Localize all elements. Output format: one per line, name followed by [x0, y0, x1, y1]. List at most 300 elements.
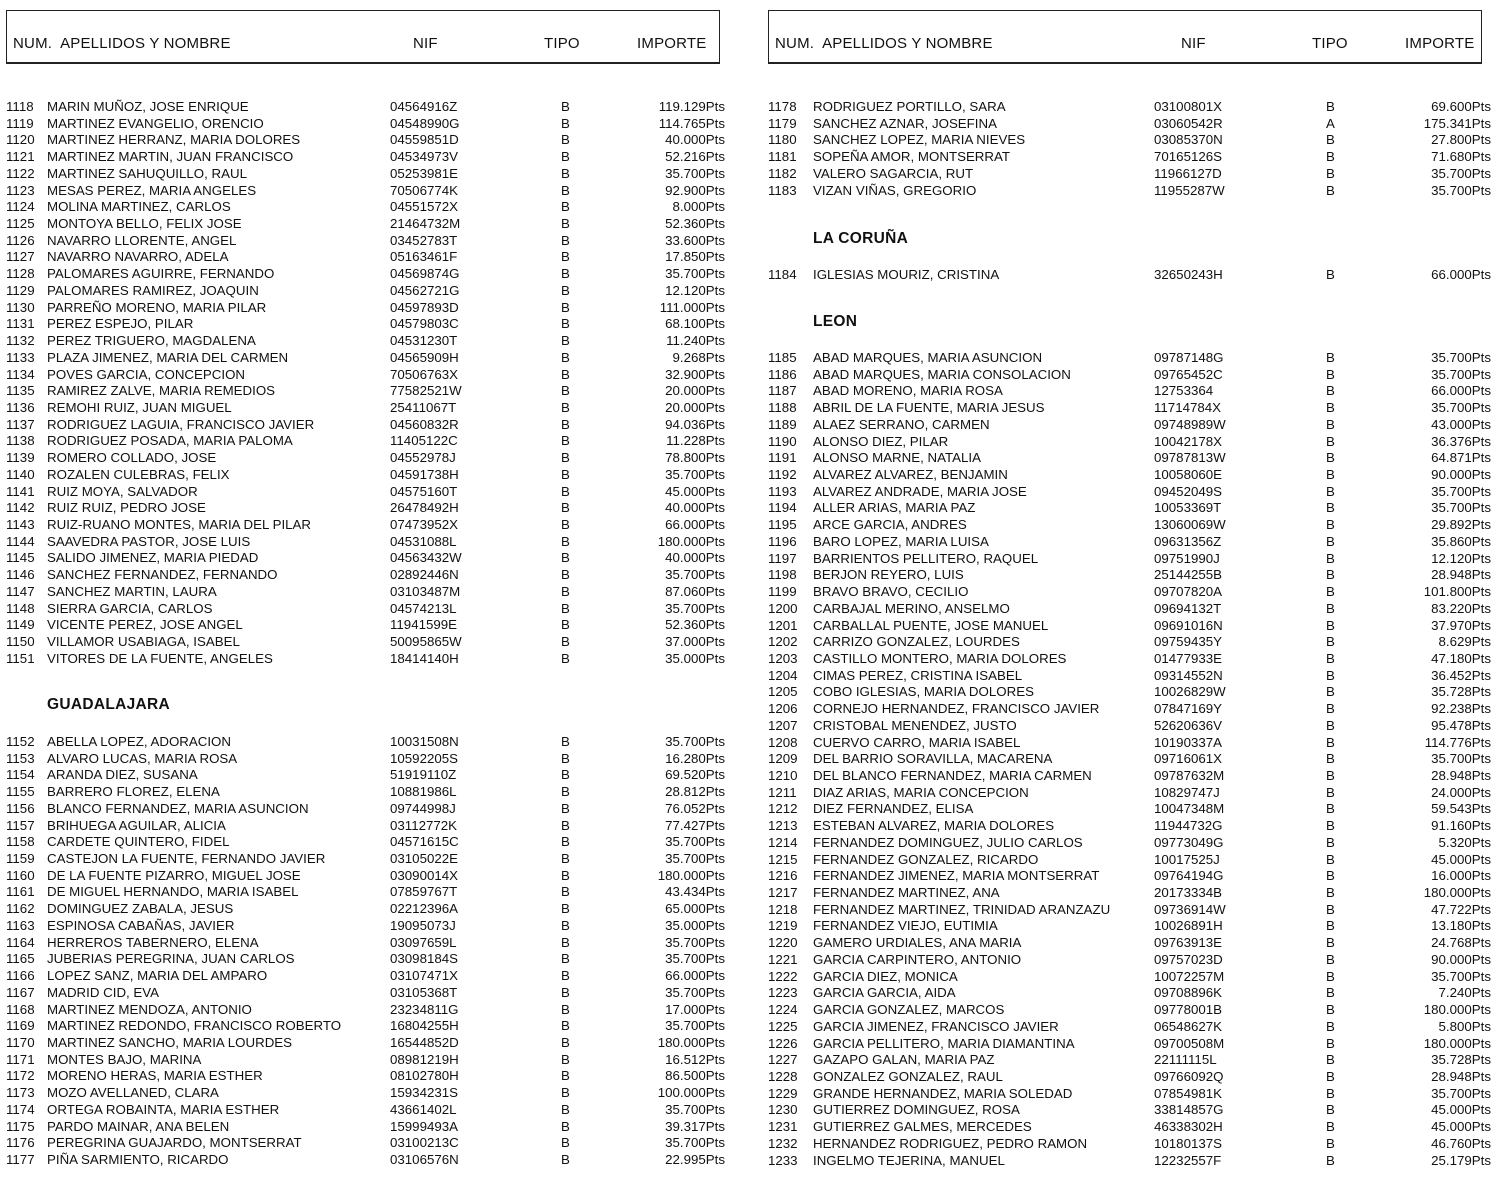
record-name: MOLINA MARTINEZ, CARLOS	[47, 199, 231, 215]
table-row	[762, 801, 1491, 818]
record-tipo: B	[561, 968, 570, 984]
record-importe: 47.180Pts	[1431, 650, 1491, 666]
table-row	[762, 467, 1491, 484]
record-name: MONTES BAJO, MARINA	[47, 1051, 202, 1067]
table-row	[762, 985, 1491, 1002]
record-number: 1202	[768, 634, 798, 650]
record-number: 1156	[6, 800, 35, 816]
table-row	[762, 651, 1491, 668]
record-name: CASTILLO MONTERO, MARIA DOLORES	[813, 650, 1067, 666]
record-importe: 5.800Pts	[1438, 1018, 1491, 1034]
record-tipo: B	[1326, 701, 1335, 717]
record-number: 1187	[768, 383, 797, 399]
table-row	[0, 601, 725, 618]
record-nif: 09787813W	[1154, 450, 1226, 466]
record-nif: 10017525J	[1154, 851, 1220, 867]
table-row	[0, 1152, 725, 1169]
table-row	[762, 166, 1491, 183]
table-row	[0, 266, 725, 283]
record-number: 1132	[6, 333, 35, 349]
record-nif: 06548627K	[1154, 1018, 1223, 1034]
record-tipo: B	[561, 99, 570, 114]
record-importe: 16.280Pts	[665, 750, 725, 766]
record-tipo: B	[561, 249, 570, 265]
record-importe: 101.800Pts	[1423, 584, 1491, 600]
record-number: 1167	[6, 984, 35, 1000]
record-number: 1136	[6, 399, 35, 415]
table-row	[762, 1002, 1491, 1019]
record-name: GAZAPO GALAN, MARIA PAZ	[813, 1052, 995, 1068]
record-importe: 35.700Pts	[665, 1101, 725, 1117]
record-number: 1216	[768, 868, 798, 884]
record-importe: 16.512Pts	[665, 1051, 725, 1067]
record-number: 1207	[768, 717, 798, 733]
record-importe: 35.700Pts	[665, 984, 725, 1000]
record-number: 1143	[6, 517, 35, 532]
record-importe: 24.000Pts	[1431, 784, 1491, 800]
header-num-name: NUM. APELLIDOS Y NOMBRE	[13, 35, 231, 52]
record-tipo: B	[1326, 935, 1335, 951]
record-importe: 35.700Pts	[1431, 165, 1491, 181]
record-importe: 175.341Pts	[1423, 115, 1491, 131]
table-row	[762, 835, 1491, 852]
record-importe: 45.000Pts	[1431, 851, 1491, 867]
table-row	[762, 818, 1491, 835]
record-nif: 09773049G	[1154, 834, 1224, 850]
record-nif: 15999493A	[390, 1118, 459, 1134]
record-name: GAMERO URDIALES, ANA MARIA	[813, 935, 1022, 951]
record-tipo: B	[1326, 450, 1335, 466]
table-row	[762, 1153, 1491, 1170]
record-nif: 09757023D	[1154, 951, 1223, 967]
record-name: ORTEGA ROBAINTA, MARIA ESTHER	[47, 1101, 280, 1117]
record-number: 1206	[768, 701, 798, 717]
record-nif: 04591738H	[390, 466, 459, 482]
record-number: 1120	[6, 132, 35, 148]
record-nif: 10829747J	[1154, 784, 1220, 800]
table-row	[0, 283, 725, 300]
record-number: 1200	[768, 600, 798, 616]
table-row	[762, 383, 1491, 400]
record-name: MARTINEZ SANCHO, MARIA LOURDES	[47, 1034, 293, 1050]
record-nif: 04565909H	[390, 349, 459, 365]
record-tipo: B	[561, 466, 570, 482]
record-importe: 64.871Pts	[1431, 450, 1491, 466]
record-name: GONZALEZ GONZALEZ, RAUL	[813, 1068, 1003, 1084]
record-name: LOPEZ SANZ, MARIA DEL AMPARO	[47, 968, 268, 984]
record-nif: 10592205S	[390, 750, 459, 766]
record-number: 1162	[6, 901, 35, 917]
record-importe: 17.000Pts	[665, 1001, 725, 1017]
table-row	[0, 1002, 725, 1019]
record-importe: 35.000Pts	[665, 650, 725, 666]
record-importe: 36.452Pts	[1431, 667, 1491, 683]
table-row	[762, 434, 1491, 451]
record-name: GARCIA GARCIA, AIDA	[813, 985, 956, 1001]
table-row	[0, 918, 725, 935]
table-row	[0, 617, 725, 634]
record-nif: 04534973V	[390, 149, 459, 165]
record-importe: 25.179Pts	[1431, 1152, 1491, 1168]
record-tipo: B	[561, 984, 570, 1000]
record-tipo: B	[561, 232, 570, 248]
table-row	[762, 668, 1491, 685]
record-name: RODRIGUEZ POSADA, MARIA PALOMA	[47, 433, 293, 449]
record-importe: 5.320Pts	[1438, 834, 1491, 850]
table-row	[762, 1019, 1491, 1036]
table-row	[0, 968, 725, 985]
record-name: SANCHEZ AZNAR, JOSEFINA	[813, 115, 997, 131]
record-tipo: B	[561, 734, 570, 749]
table-row	[762, 1086, 1491, 1103]
table-row	[0, 1018, 725, 1035]
record-importe: 37.970Pts	[1431, 617, 1491, 633]
record-name: ALVARO LUCAS, MARIA ROSA	[47, 750, 238, 766]
record-number: 1199	[768, 584, 797, 600]
record-nif: 04551572X	[390, 199, 459, 215]
record-number: 1221	[768, 951, 798, 967]
record-name: VALERO SAGARCIA, RUT	[813, 165, 974, 181]
record-importe: 12.120Pts	[1431, 550, 1491, 566]
record-nif: 04548990G	[390, 115, 460, 131]
table-row	[762, 751, 1491, 768]
record-name: PIÑA SARMIENTO, RICARDO	[47, 1152, 229, 1167]
record-importe: 68.100Pts	[665, 316, 725, 332]
record-nif: 70165126S	[1154, 149, 1223, 165]
record-tipo: B	[1326, 784, 1335, 800]
record-number: 1192	[768, 467, 797, 483]
record-nif: 04575160T	[390, 483, 458, 499]
record-number: 1166	[6, 968, 35, 984]
table-row	[762, 183, 1491, 200]
record-number: 1160	[6, 867, 35, 883]
table-row	[0, 767, 725, 784]
table-row	[762, 935, 1491, 952]
record-number: 1173	[6, 1085, 35, 1101]
record-tipo: B	[1326, 768, 1335, 783]
record-number: 1169	[6, 1018, 35, 1034]
record-number: 1138	[6, 433, 35, 449]
record-nif: 10190337A	[1154, 734, 1223, 750]
record-tipo: B	[561, 299, 570, 315]
record-nif: 09700508M	[1154, 1035, 1225, 1051]
record-importe: 76.052Pts	[665, 800, 725, 816]
record-name: ROZALEN CULEBRAS, FELIX	[47, 466, 230, 482]
record-name: BARRIENTOS PELLITERO, RAQUEL	[813, 550, 1039, 566]
table-row	[762, 132, 1491, 149]
table-row	[0, 333, 725, 350]
table-row	[0, 183, 725, 200]
record-tipo: B	[561, 266, 570, 282]
record-tipo: B	[1326, 818, 1335, 834]
record-tipo: B	[561, 1068, 570, 1084]
table-row	[0, 1119, 725, 1136]
record-tipo: B	[1326, 584, 1335, 600]
record-number: 1179	[768, 115, 797, 131]
record-importe: 43.000Pts	[1431, 416, 1491, 432]
section-title-la-coruna: LA CORUÑA	[813, 230, 909, 247]
record-nif: 07854981K	[1154, 1085, 1223, 1101]
record-importe: 20.000Pts	[665, 383, 725, 399]
record-tipo: B	[1326, 1052, 1335, 1068]
table-row	[0, 634, 725, 651]
record-tipo: B	[1326, 400, 1335, 416]
record-nif: 04574213L	[390, 600, 457, 616]
table-row	[762, 484, 1491, 501]
record-nif: 10026829W	[1154, 684, 1226, 700]
record-name: FERNANDEZ MARTINEZ, ANA	[813, 885, 1000, 901]
record-tipo: B	[1326, 483, 1335, 499]
record-number: 1215	[768, 851, 798, 867]
record-name: MARTINEZ MARTIN, JUAN FRANCISCO	[47, 149, 294, 165]
record-number: 1182	[768, 165, 797, 181]
record-tipo: B	[1326, 617, 1335, 633]
record-number: 1212	[768, 801, 798, 817]
record-tipo: B	[1326, 149, 1335, 165]
record-name: MOZO AVELLANED, CLARA	[47, 1085, 219, 1101]
record-name: ARCE GARCIA, ANDRES	[813, 517, 967, 533]
record-nif: 32650243H	[1154, 267, 1223, 282]
record-nif: 18414140H	[390, 650, 459, 666]
table-header	[768, 10, 1482, 64]
record-nif: 16804255H	[390, 1018, 459, 1034]
record-importe: 35.700Pts	[1431, 366, 1491, 382]
table-header	[6, 10, 720, 64]
table-row	[762, 400, 1491, 417]
record-number: 1195	[768, 517, 797, 533]
record-number: 1176	[6, 1135, 35, 1151]
record-tipo: B	[1326, 751, 1335, 767]
record-nif: 03452783T	[390, 232, 458, 248]
record-importe: 92.900Pts	[665, 182, 725, 198]
record-name: ESTEBAN ALVAREZ, MARIA DOLORES	[813, 818, 1055, 834]
record-number: 1174	[6, 1101, 35, 1117]
record-number: 1191	[768, 450, 797, 466]
record-tipo: B	[561, 951, 570, 967]
record-name: BARRERO FLOREZ, ELENA	[47, 784, 220, 800]
record-number: 1190	[768, 433, 797, 449]
record-importe: 95.478Pts	[1431, 717, 1491, 733]
record-tipo: B	[561, 851, 570, 867]
record-nif: 09787148G	[1154, 350, 1224, 365]
record-name: DE MIGUEL HERNANDO, MARIA ISABEL	[47, 884, 299, 900]
record-importe: 27.800Pts	[1431, 132, 1491, 148]
record-tipo: B	[561, 550, 570, 566]
record-name: MARTINEZ REDONDO, FRANCISCO ROBERTO	[47, 1018, 342, 1034]
record-tipo: B	[1326, 1035, 1335, 1051]
record-number: 1141	[6, 483, 35, 499]
table-row	[762, 350, 1491, 367]
record-tipo: B	[1326, 1135, 1335, 1151]
record-nif: 09708896K	[1154, 985, 1223, 1001]
record-number: 1217	[768, 885, 798, 901]
table-row	[762, 718, 1491, 735]
record-number: 1231	[768, 1119, 798, 1135]
record-importe: 180.000Pts	[657, 867, 725, 883]
record-number: 1223	[768, 985, 798, 1001]
record-importe: 33.600Pts	[665, 232, 725, 248]
record-importe: 78.800Pts	[665, 450, 725, 466]
table-row	[0, 584, 725, 601]
record-name: ALAEZ SERRANO, CARMEN	[813, 416, 990, 432]
record-tipo: B	[561, 517, 570, 532]
record-name: RUIZ MOYA, SALVADOR	[47, 483, 198, 499]
table-row	[0, 233, 725, 250]
record-name: DOMINGUEZ ZABALA, JESUS	[47, 901, 234, 917]
record-number: 1172	[6, 1068, 35, 1084]
record-nif: 03103487M	[390, 583, 461, 599]
record-nif: 03060542R	[1154, 115, 1223, 131]
record-importe: 35.700Pts	[665, 951, 725, 967]
record-name: CUERVO CARRO, MARIA ISABEL	[813, 734, 1021, 750]
record-tipo: B	[561, 416, 570, 432]
record-nif: 09765452C	[1154, 366, 1223, 382]
record-importe: 69.520Pts	[665, 767, 725, 783]
record-importe: 59.543Pts	[1431, 801, 1491, 817]
table-row	[0, 216, 725, 233]
record-nif: 10026891H	[1154, 918, 1223, 934]
record-importe: 114.765Pts	[658, 115, 725, 131]
table-row	[0, 1135, 725, 1152]
table-row	[762, 267, 1491, 284]
record-tipo: B	[1326, 951, 1335, 967]
record-tipo: B	[561, 483, 570, 499]
record-name: MESAS PEREZ, MARIA ANGELES	[47, 182, 257, 198]
table-row	[762, 567, 1491, 584]
table-row	[0, 901, 725, 918]
record-nif: 04531088L	[390, 533, 457, 549]
record-name: INGELMO TEJERINA, MANUEL	[813, 1152, 1005, 1168]
record-number: 1155	[6, 784, 35, 800]
record-name: PARREÑO MORENO, MARIA PILAR	[47, 299, 267, 315]
table-row	[762, 768, 1491, 785]
record-nif: 10047348M	[1154, 801, 1225, 817]
record-name: PLAZA JIMENEZ, MARIA DEL CARMEN	[47, 349, 289, 365]
record-nif: 03105368T	[390, 984, 458, 1000]
record-name: FERNANDEZ JIMENEZ, MARIA MONTSERRAT	[813, 868, 1100, 884]
record-nif: 03085370N	[1154, 132, 1223, 148]
table-row	[0, 951, 725, 968]
record-number: 1133	[6, 349, 35, 365]
record-tipo: B	[561, 165, 570, 181]
record-importe: 180.000Pts	[657, 1034, 725, 1050]
record-number: 1196	[768, 533, 797, 549]
record-number: 1152	[6, 734, 35, 749]
record-nif: 08102780H	[390, 1068, 459, 1084]
record-name: SAAVEDRA PASTOR, JOSE LUIS	[47, 533, 251, 549]
table-row	[0, 517, 725, 534]
table-row	[0, 116, 725, 133]
record-nif: 09748989W	[1154, 416, 1226, 432]
table-row	[762, 149, 1491, 166]
record-nif: 03090014X	[390, 867, 459, 883]
record-importe: 35.700Pts	[665, 1018, 725, 1034]
record-tipo: B	[561, 399, 570, 415]
record-tipo: B	[1326, 1018, 1335, 1034]
record-importe: 66.000Pts	[665, 517, 725, 532]
record-name: MARTINEZ EVANGELIO, ORENCIO	[47, 115, 264, 131]
record-name: RUIZ-RUANO MONTES, MARIA DEL PILAR	[47, 517, 312, 532]
table-row	[762, 417, 1491, 434]
record-number: 1168	[6, 1001, 35, 1017]
record-name: ABAD MARQUES, MARIA ASUNCION	[813, 350, 1043, 365]
record-importe: 28.948Pts	[1431, 1068, 1491, 1084]
record-name: MARTINEZ SAHUQUILLO, RAUL	[47, 165, 247, 181]
record-number: 1154	[6, 767, 35, 783]
record-nif: 04579803C	[390, 316, 459, 332]
record-number: 1131	[6, 316, 35, 332]
record-tipo: B	[561, 500, 570, 516]
record-nif: 03098184S	[390, 951, 459, 967]
record-number: 1144	[6, 533, 35, 549]
table-row	[762, 885, 1491, 902]
record-nif: 07847169Y	[1154, 701, 1223, 717]
record-number: 1150	[6, 634, 35, 650]
record-tipo: B	[1326, 834, 1335, 850]
record-tipo: B	[561, 450, 570, 466]
record-importe: 66.000Pts	[665, 968, 725, 984]
record-nif: 16544852D	[390, 1034, 459, 1050]
record-nif: 25411067T	[390, 399, 457, 415]
table-row	[0, 149, 725, 166]
record-nif: 21464732M	[390, 216, 461, 232]
record-name: RUIZ RUIZ, PEDRO JOSE	[47, 500, 206, 516]
record-importe: 40.000Pts	[665, 500, 725, 516]
record-name: ROMERO COLLADO, JOSE	[47, 450, 217, 466]
record-number: 1224	[768, 1002, 798, 1018]
table-row	[762, 735, 1491, 752]
record-tipo: B	[1326, 851, 1335, 867]
table-row	[762, 500, 1491, 517]
header-nif: NIF	[1181, 35, 1206, 52]
record-importe: 66.000Pts	[1431, 383, 1491, 399]
record-tipo: B	[1326, 550, 1335, 566]
record-importe: 52.216Pts	[665, 149, 725, 165]
table-row	[762, 618, 1491, 635]
record-importe: 86.500Pts	[665, 1068, 725, 1084]
record-nif: 77582521W	[390, 383, 462, 399]
record-name: DEL BARRIO SORAVILLA, MACARENA	[813, 751, 1053, 767]
table-row	[762, 969, 1491, 986]
table-row	[762, 952, 1491, 969]
table-row	[762, 450, 1491, 467]
record-name: SOPEÑA AMOR, MONTSERRAT	[813, 149, 1011, 165]
record-importe: 91.160Pts	[1431, 818, 1491, 834]
record-tipo: B	[1326, 182, 1335, 198]
record-nif: 51919110Z	[390, 767, 457, 783]
record-importe: 11.228Pts	[666, 433, 725, 449]
header-nif: NIF	[413, 35, 438, 52]
record-nif: 09751990J	[1154, 550, 1220, 566]
record-tipo: B	[1326, 383, 1335, 399]
record-nif: 04560832R	[390, 416, 459, 432]
record-tipo: B	[561, 817, 570, 833]
table-row	[0, 1102, 725, 1119]
record-number: 1175	[6, 1118, 35, 1134]
record-name: PEREZ ESPEJO, PILAR	[47, 316, 194, 332]
record-tipo: B	[1326, 667, 1335, 683]
record-number: 1177	[6, 1152, 35, 1167]
record-number: 1229	[768, 1085, 798, 1101]
record-tipo: B	[561, 1018, 570, 1034]
section-title-guadalajara: GUADALAJARA	[47, 696, 170, 713]
record-tipo: B	[1326, 1119, 1335, 1135]
record-number: 1126	[6, 232, 35, 248]
record-number: 1163	[6, 917, 35, 933]
record-nif: 09631356Z	[1154, 533, 1222, 549]
record-number: 1220	[768, 935, 798, 951]
table-row	[0, 834, 725, 851]
